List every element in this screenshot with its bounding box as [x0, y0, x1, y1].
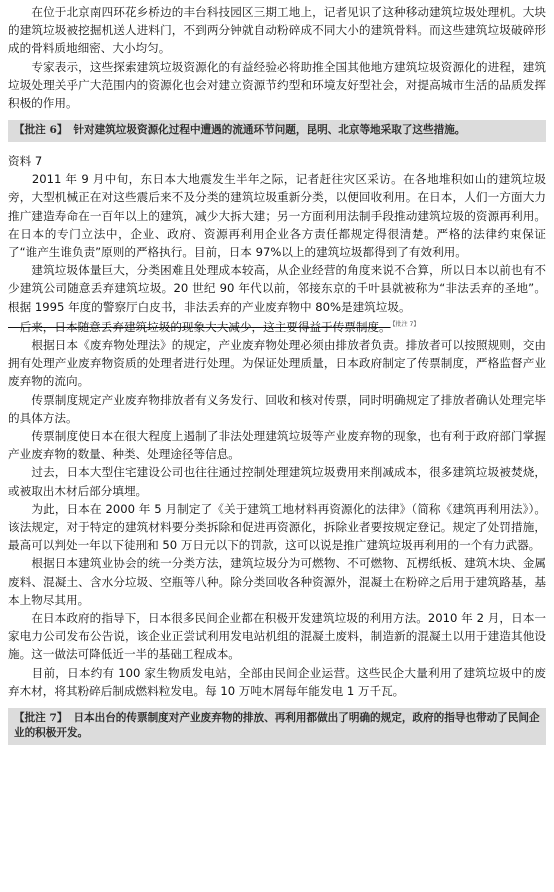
- marked-sentence-text: 后来，日本随意丢弃建筑垃圾的现象大大减少，这主要得益于传票制度。: [8, 319, 391, 334]
- paragraph: 根据日本《废弃物处理法》的规定，产业废弃物处理必须由排放者负责。排放者可以按照规则，交由拥有处理产业废弃物资质的处理者进行处理。为保证处理质量，日本政府制定了传票制度，严格监督产业废弃物的流向。: [8, 337, 546, 389]
- paragraph: 为此，日本在 2000 年 5 月制定了《关于建筑工地材料再资源化的法律》（简称《建筑再利用法》）。该法规定，对于特定的建筑材料要分类拆除和促进再资源化，拆除业者要按规定登记。规定了处罚措施，最高可以判处一年以下徒刑和 50 万日元以下的罚款，这可以说是推广建筑垃圾再利用的一个有力武器。: [8, 501, 546, 553]
- paragraph: 在位于北京南四环花乡桥边的丰台科技园区三期工地上，记者见识了这种移动建筑垃圾处理机。大块的建筑垃圾被挖掘机送人进料门，不到两分钟就自动粉碎成不同大小的建筑骨料。而这些建筑垃圾破碎形成的骨料质地细密、大小均匀。: [8, 5, 546, 56]
- paragraph: 传票制度规定产业废弃物排放者有义务发行、回收和核对传票，同时明确规定了排放者确认处理完毕的具体方法。: [8, 392, 546, 425]
- paragraph: 过去，日本大型住宅建设公司也往往通过控制处理建筑垃圾费用来削减成本，很多建筑垃圾被焚烧，或被取出木材后部分填埋。: [8, 465, 546, 498]
- annotation-7: [8, 708, 546, 745]
- body-paragraphs: [8, 170, 546, 700]
- annotation-text: 日本出台的传票制度对产业废弃物的排放、再利用都做出了明确的规定，政府的指导也带动了民间企业的积极开发。: [14, 711, 540, 739]
- intro-paragraphs: [8, 0, 546, 112]
- paragraph: 专家表示，这些探索建筑垃圾资源化的有益经验必将助推全国其他地方建筑垃圾资源化的进程，建筑垃圾处理关乎广大范围内的资源化也会对建立资源节约型和环境友好型社会，对提高城市生活的品质发挥积极的作用。: [8, 59, 546, 111]
- paragraph: 2011 年 9 月中旬，东日本大地震发生半年之际，记者赶往灾区采访。在各地堆积如山的建筑垃圾旁，大型机械正在对这些震后来不及分类的建筑垃圾重新分类，以便回收利用。在日本，人们一方面大力推广建造寿命在一百年以上的建筑，减少大拆大建；另一方面利用法制手段推动建筑垃圾的资源再利用。在日本的专门立法中，企业、政府、资源再利用企业各方责任都规定得很清楚。严格的法律约束保证了“谁产生谁负责”原则的严格执行。目前，日本 97%以上的建筑垃圾都得到了有效利用。: [8, 172, 546, 260]
- annotation-text: 针对建筑垃圾资源化过程中遭遇的流通环节问题，昆明、北京等地采取了这些措施。: [73, 124, 466, 137]
- annotation-tag: 【批注 7】: [14, 711, 68, 724]
- paragraph: 传票制度使日本在很大程度上遏制了非法处理建筑垃圾等产业废弃物的现象，也有利于政府部门掌握产业废弃物的数量、种类、处理途径等信息。: [8, 428, 546, 462]
- section-title: 资料 7: [8, 154, 43, 169]
- paragraph: 根据日本建筑业协会的统一分类方法，建筑垃圾分为可燃物、不可燃物、瓦楞纸板、建筑木块、金属废料、混凝土、含水分垃圾、空瓶等八种。除分类回收各种资源外，混凝土在粉碎之后用于建筑路基，基本上物尽其用。: [8, 556, 546, 607]
- paragraph: 目前，日本约有 100 家生物质发电站，全部由民间企业运营。这些民企大量利用了建筑垃圾中的废弃木材，将其粉碎后制成燃料粒发电。每 10 万吨木屑每年能发电 1 万千瓦。: [8, 665, 546, 698]
- paragraph: 建筑垃圾体量巨大，分类困难且处理成本较高，从企业经营的角度来说不合算，所以日本以前也有不少建筑公司随意丢弃建筑垃圾。20 世纪 90 年代以前，邻接东京的千叶县就被称为“非法丢弃的圣地”。根据 1995 年度的警察厅白皮书，非法丢弃的产业废弃物中 80%是建筑垃圾。: [8, 263, 546, 314]
- annotation-6: [8, 120, 546, 142]
- paragraph: 在日本政府的指导下，日本很多民间企业都在积极开发建筑垃圾的利用方法。2010 年 2 月，日本一家电力公司发布公告说，该企业正尝试利用发电站机组的混凝土废料，制造新的混凝土以用于建造其他设施。这一做法可降低近一半的基础工程成本。: [8, 610, 546, 662]
- annotation-reference: 【批注 7】: [392, 320, 420, 328]
- marked-sentence: [8, 316, 546, 336]
- annotation-tag: 【批注 6】: [14, 124, 68, 137]
